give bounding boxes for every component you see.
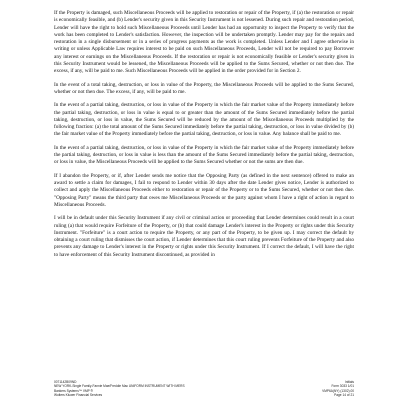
body-text <box>54 10 354 265</box>
paragraph-abandonment: If I abandon the Property, or if, after Lender sends me notice that the Opposing Party (as defined in the next sentence) offered to make an award to settle a claim for damages, I fail to respond to Lender within 30 days after the date Lender gives notice, Lender is authorized to collect and apply the Miscellaneous Proceeds either to restoration or repair of the Property or to the Sums Secured, whether or not then due. "Opposing Party" means the third party that owes me Miscellaneous Proceeds or the party against whom I have a right of action in regard to Miscellaneous Proceeds. <box>54 172 354 208</box>
footer-form-info <box>54 380 234 397</box>
footer-page-info <box>284 380 354 397</box>
footer-page-number: Page 14 of 21 <box>334 392 354 397</box>
footer-publisher: Bankers Systems™ VMP ® <box>54 388 93 393</box>
footer-company: Wolters Kluwer Financial Services <box>54 392 103 397</box>
paragraph-total-taking: In the event of a total taking, destruction, or loss in value of the Property, the Miscellaneous Proceeds will be applied to the Sums Secured, whether or not then due. The excess, if any, will be paid to me. <box>54 81 354 95</box>
footer-form-code: VMP6A(NY) (1302).00 <box>322 388 354 393</box>
paragraph-restoration: If the Property is damaged, such Miscellaneous Proceeds will be applied to restoration or repair of the Property, if (a) the restoration or repair is economically feasible, and (b) Lender's security given in this Security Instrument is not lessened. During such repair and restoration period, Lender will have the right to hold such Miscellaneous Proceeds until Lender has had an opportunity to inspect the Property to verify that the work has been completed to Lender's satisfaction. However, the inspection will be undertaken promptly. Lender may pay for the repairs and restoration in a single disbursement or in a series of progress payments as the work is completed. Unless Lender and I agree otherwise in writing or unless Applicable Law requires interest to be paid on such Miscellaneous Proceeds, Lender will not be required to pay Borrower any interest or earnings on the Miscellaneous Proceeds. If the restoration or repair is not economically feasible or Lender's security given in this Security Instrument would be lessened, the Miscellaneous Proceeds will be applied to the Sums Secured, whether or not then due. The excess, if any, will be paid to me. Such Miscellaneous Proceeds will be applied in the order provided for in Section 2. <box>54 10 354 74</box>
page-footer <box>54 380 354 398</box>
footer-form-title: NEW YORK-Single Family-Fannie Mae/Freddie Mac UNIFORM INSTRUMENT WITH MERS <box>54 384 185 389</box>
footer-form-number: Form 3033 1/01 <box>331 384 354 389</box>
paragraph-partial-taking-greater: In the event of a partial taking, destruction, or loss in value of the Property in which the fair market value of the Property immediately before the partial taking, destruction, or loss in value is equal to or greater than the amount of the Sums Secured immediately before the partial taking, destruction, or loss in value, the Sums Secured will be reduced by the amount of the Miscellaneous Proceeds multiplied by the following fraction: (a) the total amount of the Sums Secured immediately before the partial taking, destruction, or loss in value divided by (b) the fair market value of the Property immediately before the partial taking, destruction, or loss in value. Any balance shall be paid to me. <box>54 102 354 138</box>
footer-initials: Initials <box>344 380 354 384</box>
footer-loan-number: 0071142B09ND <box>54 380 77 384</box>
paragraph-default-forfeiture: I will be in default under this Security Instrument if any civil or criminal action or proceeding that Lender determines could result in a court ruling (a) that would require Forfeiture of the Property, or (b) that could damage Lender's interest in the Property or rights under this Security Instrument. "Forfeiture" is a court action to require the Property, or any part of the Property, to be given up. I may correct the default by obtaining a court ruling that dismisses the court action, if Lender determines that this court ruling prevents Forfeiture of the Property and also prevents any damage to Lender's interest in the Property or rights under this Security Instrument. If I correct the default, I will have the right to have enforcement of this Security Instrument discontinued, as provided in <box>54 215 354 258</box>
paragraph-partial-taking-less: In the event of a partial taking, destruction, or loss in value of the Property in which the fair market value of the Property immediately before the partial taking, destruction, or loss in value is less than the amount of the Sums Secured immediately before the partial taking, destruction, or loss in value, the Miscellaneous Proceeds will be applied to the Sums Secured whether or not the sums are then due. <box>54 144 354 166</box>
